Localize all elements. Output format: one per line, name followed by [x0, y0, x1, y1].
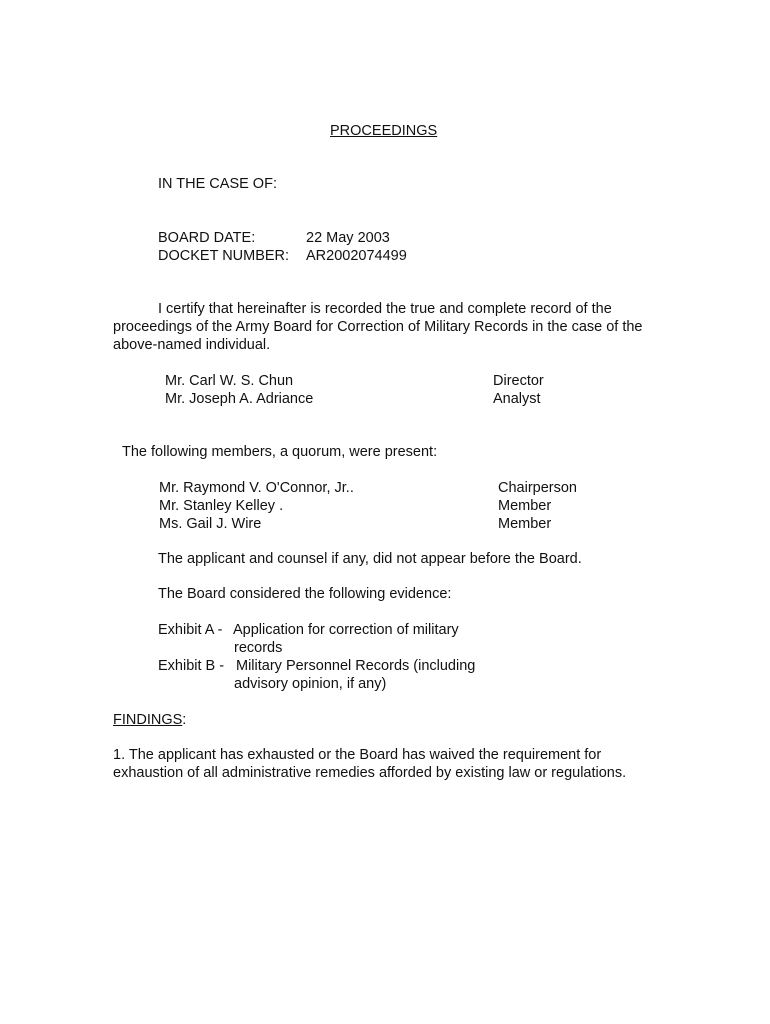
member-role: Member — [498, 516, 552, 532]
evidence-statement: The Board considered the following evidence: — [158, 586, 452, 602]
board-date-label: BOARD DATE: — [158, 230, 256, 246]
findings-label: FINDINGS — [113, 712, 183, 728]
certify-paragraph: I certify that hereinafter is recorded the true and complete record of the proceedings of the Army Board for Correction of Military Records in the case of the above-named individual. — [113, 301, 643, 353]
findings-colon: : — [182, 712, 187, 728]
appearance-statement: The applicant and counsel if any, did not appear before the Board. — [158, 551, 582, 567]
member-name: Mr. Raymond V. O'Connor, Jr.. — [159, 480, 354, 496]
quorum-statement: The following members, a quorum, were present: — [122, 444, 438, 460]
staff-name: Mr. Carl W. S. Chun — [165, 373, 294, 389]
page-title: PROCEEDINGS — [330, 123, 438, 139]
member-name: Ms. Gail J. Wire — [159, 516, 262, 532]
member-role: Chairperson — [498, 480, 577, 496]
staff-name: Mr. Joseph A. Adriance — [165, 391, 314, 407]
board-date-value: 22 May 2003 — [306, 230, 390, 246]
staff-role: Analyst — [493, 391, 541, 407]
exhibit-description-cont: records — [234, 640, 283, 656]
member-name: Mr. Stanley Kelley . — [159, 498, 284, 514]
exhibit-label: Exhibit A - — [158, 622, 223, 638]
exhibit-description-cont: advisory opinion, if any) — [234, 676, 387, 692]
finding-paragraph: 1. The applicant has exhausted or the Board has waived the requirement for exhaustion of all administrative remedies afforded by existing law or regulations. — [113, 747, 627, 781]
docket-number-value: AR2002074499 — [306, 248, 407, 264]
member-role: Member — [498, 498, 552, 514]
exhibit-description: Application for correction of military — [233, 622, 459, 638]
case-of-label: IN THE CASE OF: — [158, 176, 277, 192]
docket-number-label: DOCKET NUMBER: — [158, 248, 290, 264]
exhibit-label: Exhibit B - — [158, 658, 225, 674]
staff-role: Director — [493, 373, 544, 389]
exhibit-description: Military Personnel Records (including — [236, 658, 476, 674]
findings-heading — [113, 711, 186, 729]
